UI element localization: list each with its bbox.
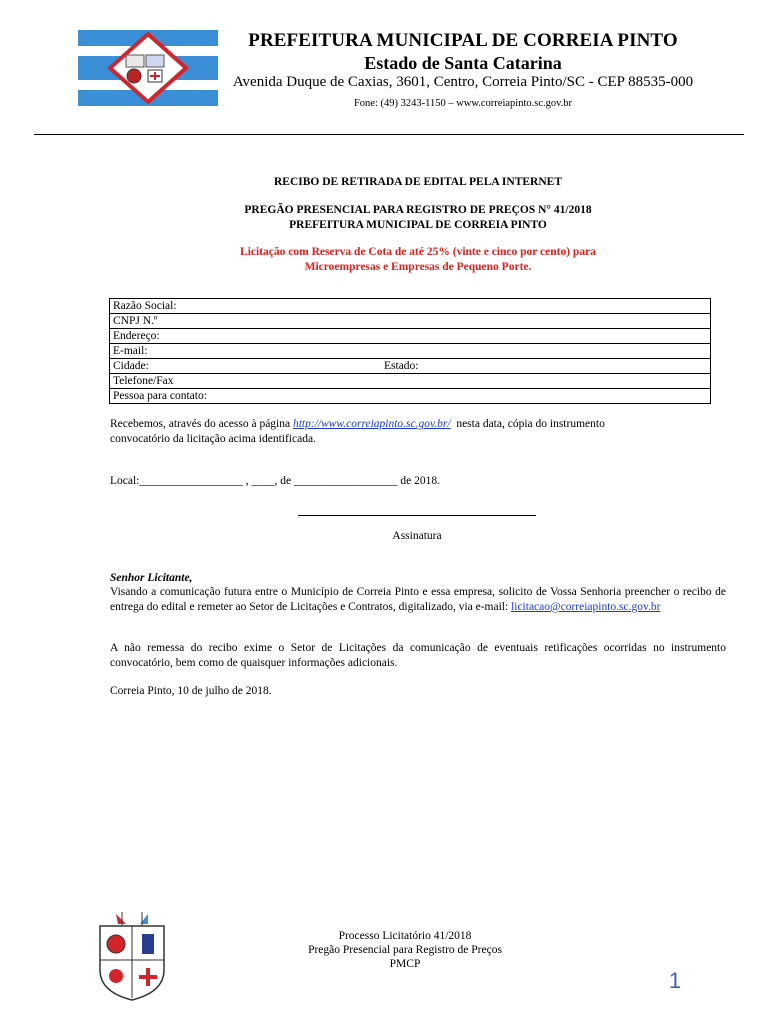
salutation: Senhor Licitante, <box>110 572 193 584</box>
local-date-line: Local:__________________ , ____, de __________________ de 2018. <box>110 475 440 487</box>
footer-line-3: PMCP <box>389 958 421 970</box>
municipal-flag-icon <box>78 30 218 106</box>
header-title: PREFEITURA MUNICIPAL DE CORREIA PINTO <box>248 30 678 51</box>
field-cnpj[interactable] <box>110 314 710 329</box>
recebemos-paragraph <box>110 417 726 447</box>
visando-paragraph <box>110 585 726 615</box>
footer-line-2: Pregão Presencial para Registro de Preços <box>308 944 502 956</box>
recebemos-text: Recebemos, através do acesso à página <box>110 418 293 430</box>
company-form <box>109 298 711 404</box>
reserva-line-2: Microempresas e Empresas de Pequeno Porte. <box>304 261 532 273</box>
field-label: Endereço: <box>113 330 160 342</box>
field-label: Telefone/Fax <box>113 375 174 387</box>
field-estado-label: Estado: <box>384 360 419 372</box>
footer <box>260 929 550 971</box>
date-line: Correia Pinto, 10 de julho de 2018. <box>110 685 272 697</box>
reserva-notice <box>110 245 726 275</box>
footer-line-1: Processo Licitatório 41/2018 <box>338 930 472 942</box>
field-label: Razão Social: <box>113 300 177 312</box>
field-email[interactable] <box>110 344 710 359</box>
header-state: Estado de Santa Catarina <box>364 53 562 73</box>
signature-label: Assinatura <box>392 530 442 542</box>
document-title: RECIBO DE RETIRADA DE EDITAL PELA INTERNET <box>274 176 562 188</box>
field-cidade[interactable] <box>110 359 710 374</box>
nao-remessa-paragraph: A não remessa do recibo exime o Setor de Licitações da comunicação de eventuais retificações ocorridas no instrumento convocatório, bem como de quaisquer informações adicionais. <box>110 642 726 669</box>
prefeitura-title: PREFEITURA MUNICIPAL DE CORREIA PINTO <box>289 219 547 231</box>
field-label: Pessoa para contato: <box>113 390 207 402</box>
signature-line <box>298 515 536 516</box>
pregao-heading <box>110 203 726 233</box>
municipal-crest-icon <box>96 912 168 1002</box>
field-pessoa-contato[interactable] <box>110 389 710 403</box>
recebemos-line-2: convocatório da licitação acima identificada. <box>110 433 316 445</box>
page-number: 1 <box>668 968 682 993</box>
reserva-line-1: Licitação com Reserva de Cota de até 25% (vinte e cinco por cento) para <box>240 246 596 258</box>
header-address: Avenida Duque de Caxias, 3601, Centro, Correia Pinto/SC - CEP 88535-000 <box>232 74 694 90</box>
pregao-title: PREGÃO PRESENCIAL PARA REGISTRO DE PREÇOS N° 41/2018 <box>244 204 592 216</box>
header-divider <box>34 134 744 135</box>
field-razao-social[interactable] <box>110 299 710 314</box>
recebemos-text-after: nesta data, cópia do instrumento <box>450 418 605 430</box>
field-label: CNPJ N.º <box>113 315 158 327</box>
email-link[interactable]: licitacao@correiapinto.sc.gov.br <box>511 601 661 613</box>
field-endereco[interactable] <box>110 329 710 344</box>
field-label: E-mail: <box>113 345 148 357</box>
recebemos-line-1 <box>110 417 726 432</box>
header-contact: Fone: (49) 3243-1150 – www.correiapinto.sc.gov.br <box>353 98 573 109</box>
visando-text: Visando a comunicação futura entre o Município de Correia Pinto e essa empresa, solicito de Vossa Senhoria preencher o recibo de entrega do edital e remeter ao Setor de Licitações e Contratos, digitalizado, via e-mail: <box>110 586 726 613</box>
website-link[interactable]: http://www.correiapinto.sc.gov.br/ <box>292 418 451 430</box>
field-telefone[interactable] <box>110 374 710 389</box>
field-label: Cidade: <box>113 360 149 372</box>
